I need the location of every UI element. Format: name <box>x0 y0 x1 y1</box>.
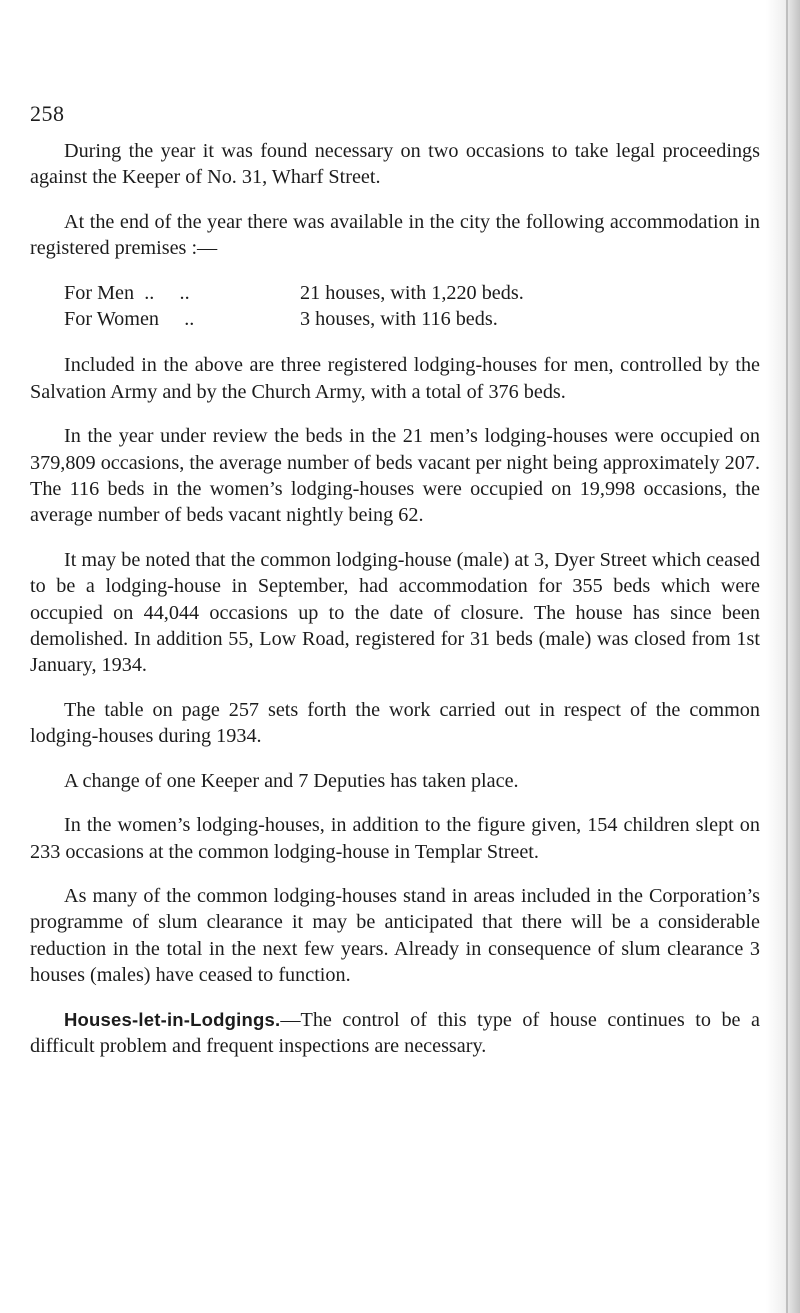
paragraph-table-reference: The table on page 257 sets forth the work carried out in respect of the common lodging-houses during 1934. <box>30 698 760 748</box>
accommodation-value: 21 houses, with 1,220 beds. <box>300 281 524 304</box>
paragraph-registered-houses: Included in the above are three registered lodging-houses for men, controlled by the Salvation Army and by the Church Army, with a total of 376 beds. <box>30 354 760 403</box>
paragraph-accommodation-intro: At the end of the year there was available in the city the following accommodation in registered premises :— <box>30 210 760 260</box>
accommodation-value: 3 houses, with 116 beds. <box>300 308 498 331</box>
scan-edge-shadow <box>766 0 800 1313</box>
paragraph-dyer-street: It may be noted that the common lodging-house (male) at 3, Dyer Street which ceased to be a lodging-house in September, had accommodation for 355 beds which were occupied on 44,044 occasions up to the date of closure. The house has since been demolished. In addition 55, Low Road, registered for 31 beds (male) was closed from 1st January, 1934. <box>30 548 760 677</box>
paragraph-templar-street: In the women’s lodging-houses, in addition to the figure given, 154 children slept on 233 occasions at the common lodging-house in Templar Street. <box>30 814 760 863</box>
paragraph-keeper-change: A change of one Keeper and 7 Deputies has taken place. <box>64 769 519 792</box>
accommodation-list <box>64 280 760 333</box>
section-text: —The control of this type of house continues to be a difficult problem and frequent inspections are necessary. <box>30 1008 760 1057</box>
paragraph-legal-proceedings: During the year it was found necessary on two occasions to take legal proceedings against the Keeper of No. 31, Wharf Street. <box>30 140 760 189</box>
accommodation-label: For Men .. .. <box>64 281 190 304</box>
page-number: 258 <box>30 101 65 126</box>
scan-edge-line <box>786 0 788 1313</box>
paragraph-occupancy: In the year under review the beds in the 21 men’s lodging-houses were occupied on 379,809 occasions, the average number of beds vacant per night being approximately 207. The 116 beds in the women’s lodging-houses were occupied on 19,998 occasions, the average number of beds vacant nightly being 62. <box>30 425 760 527</box>
paragraph-houses-let-in-lodgings <box>30 1007 760 1060</box>
accommodation-row-men <box>64 280 760 306</box>
paragraph-slum-clearance: As many of the common lodging-houses stand in areas included in the Corporation’s programme of slum clearance it may be anticipated that there will be a considerable reduction in the total in the next few years. Already in consequence of slum clearance 3 houses (males) have ceased to function. <box>30 884 760 987</box>
accommodation-label: For Women .. <box>64 308 195 331</box>
accommodation-row-women <box>64 306 760 332</box>
section-heading: Houses-let-in-Lodgings. <box>64 1008 281 1030</box>
body-text <box>30 138 760 1077</box>
